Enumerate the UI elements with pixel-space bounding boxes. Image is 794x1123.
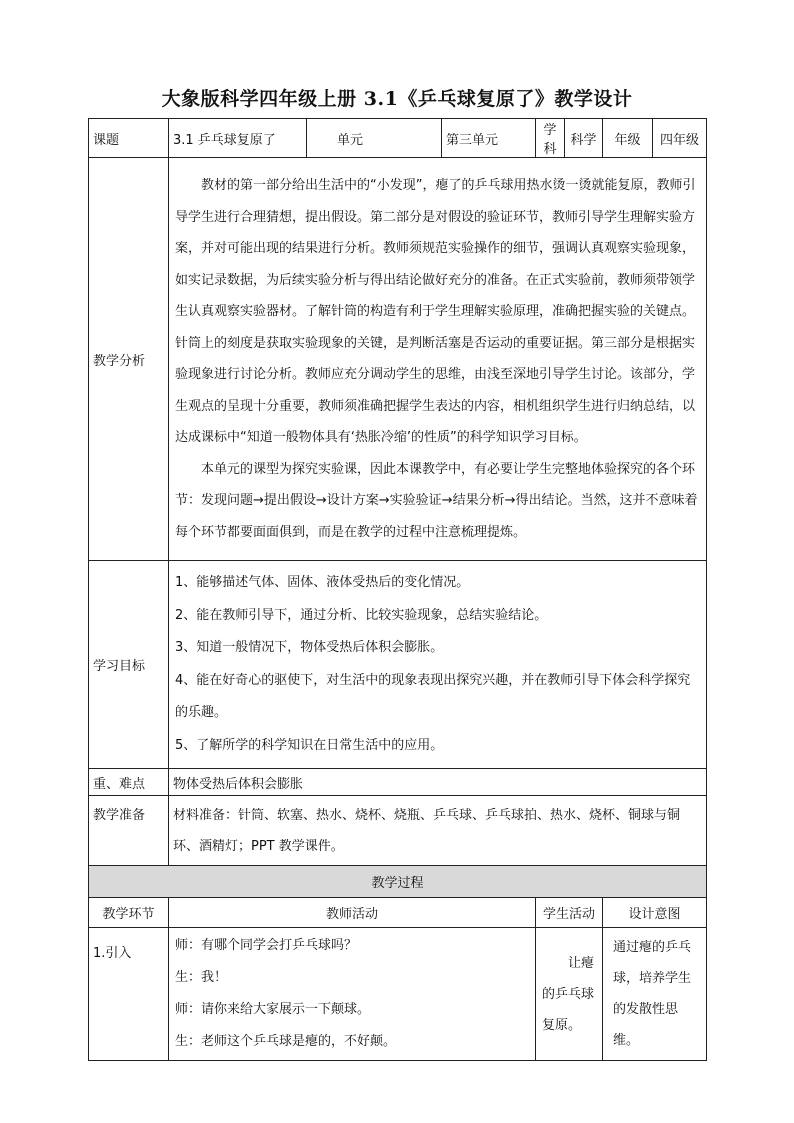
dialogue-line: 生：我！ xyxy=(175,970,228,985)
grade-cell xyxy=(653,119,707,158)
dialogue-line: 生：老师这个乒乓球是瘪的，不好颠。 xyxy=(175,1034,397,1049)
header-row xyxy=(89,119,707,158)
goals-row xyxy=(89,561,707,769)
dialogue-line: 师：请你来给大家展示一下颠球。 xyxy=(175,1002,371,1017)
document-title: 大象版科学四年级上册 3.1《乒乓球复原了》教学设计 xyxy=(161,88,633,110)
goal-item: 1、能够描述气体、固体、液体受热后的变化情况。 xyxy=(175,575,470,590)
goals-content xyxy=(169,561,707,769)
col-student: 学生活动 xyxy=(536,898,603,928)
process-columns-row xyxy=(89,898,707,928)
subject-value: 科学 xyxy=(565,119,603,158)
teacher-activity xyxy=(169,928,536,1061)
student-activity: 让瘪的乒乓球复原。 xyxy=(536,928,603,1061)
col-intent: 设计意图 xyxy=(603,898,707,928)
process-section-title: 教学过程 xyxy=(89,866,707,898)
col-stage: 教学环节 xyxy=(89,898,169,928)
dialogue-line: 师：有哪个同学会打乒乓球吗？ xyxy=(175,938,358,953)
goals-label: 学习目标 xyxy=(89,561,169,769)
goal-item: 4、能在好奇心的驱使下，对生活中的现象表现出探究兴趣，并在教师引导下体会科学探究的乐趣。 xyxy=(175,672,691,720)
grade-value: 四年级 xyxy=(660,132,700,148)
analysis-row xyxy=(89,158,707,561)
preparation-value: 材料准备：针筒、软塞、热水、烧杯、烧瓶、乒乓球、乒乓球拍、热水、烧杯、铜球与铜环、酒精灯；PPT 教学课件。 xyxy=(169,796,707,866)
subject-label: 学科 xyxy=(536,119,565,158)
analysis-content xyxy=(169,158,707,561)
topic-value: 3.1 乒乓球复原了 xyxy=(169,119,307,158)
preparation-label: 教学准备 xyxy=(89,796,169,866)
preparation-row xyxy=(89,796,707,866)
goal-item: 5、了解所学的科学知识在日常生活中的应用。 xyxy=(175,737,444,753)
key-points-row xyxy=(89,769,707,796)
analysis-paragraph: 教材的第一部分给出生活中的“小发现”，瘪了的乒乓球用热水烫一烫就能复原，教师引导学生进行合理猜想，提出假设。第二部分是对假设的验证环节，教师引导学生理解实验方案，并对可能出现的结果进行分析。教师须规范实验操作的细节，强调认真观察实验现象，如实记录数据，为后续实验分析与得出结论做好充分的准备。在正式实验前，教师须带领学生认真观察实验器材。了解针筒的构造有利于学生理解实验原理，准确把握实验的关键点。针筒上的刻度是获取实验现象的关键，是判断活塞是否运动的重要证据。第三部分是根据实验现象进行讨论分析。教师应充分调动学生的思维，由浅至深地引导学生讨论。该部分，学生观点的呈现十分重要，教师须准确把握学生表达的内容，相机组织学生进行归纳总结，以达成课标中“知道一般物体具有‘热胀冷缩’的性质”的科学知识学习目标。 xyxy=(175,178,696,445)
design-intent: 通过瘪的乒乓球，培养学生的发散性思维。 xyxy=(603,928,707,1061)
analysis-paragraph: 本单元的课型为探究实验课，因此本课教学中，有必要让学生完整地体验探究的各个环节：发现问题→提出假设→设计方案→实验验证→结果分析→得出结论。当然，这并不意味着每个环节都要面面俱到，而是在教学的过程中注意梳理提炼。 xyxy=(175,461,698,540)
process-row xyxy=(89,928,707,1061)
key-points-label: 重、难点 xyxy=(89,769,169,796)
key-points-value: 物体受热后体积会膨胀 xyxy=(169,769,707,796)
analysis-label: 教学分析 xyxy=(89,158,169,561)
unit-label: 单元 xyxy=(307,119,442,158)
col-teacher: 教师活动 xyxy=(169,898,536,928)
goal-item: 3、知道一般情况下，物体受热后体积会膨胀。 xyxy=(175,640,444,655)
stage-cell: 1.引入 xyxy=(89,928,169,1061)
lesson-plan-table xyxy=(88,118,707,1061)
grade-label-cell: 年级 xyxy=(603,119,653,158)
process-section-row xyxy=(89,866,707,898)
topic-label: 课题 xyxy=(89,119,169,158)
goal-item: 2、能在教师引导下，通过分析、比较实验现象，总结实验结论。 xyxy=(175,607,548,623)
unit-value: 第三单元 xyxy=(442,119,536,158)
